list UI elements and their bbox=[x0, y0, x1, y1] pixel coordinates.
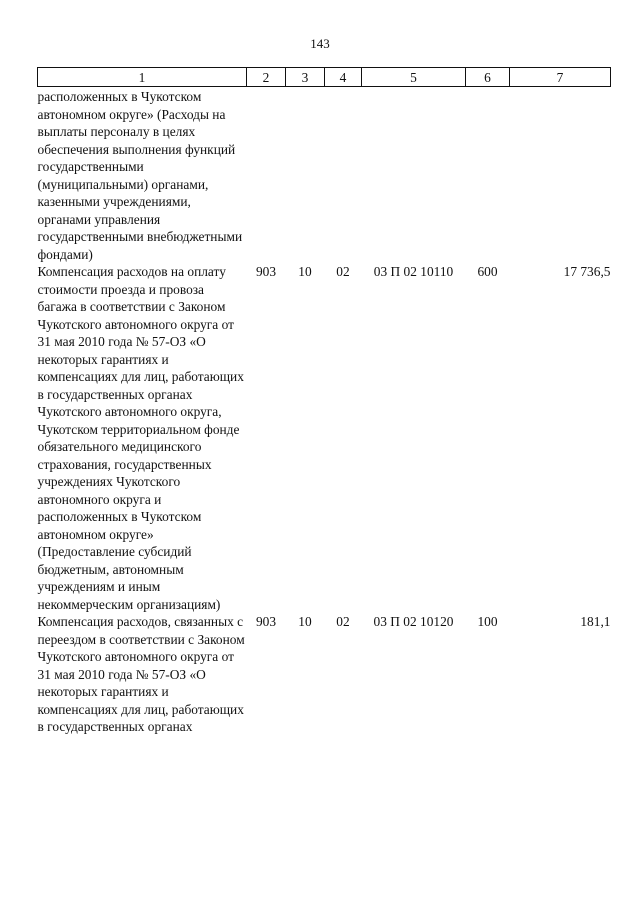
row-col-2: 903 bbox=[255, 614, 277, 629]
row-col-3: 10 bbox=[298, 614, 312, 629]
row-col-5: 03 П 02 10120 bbox=[373, 614, 454, 629]
row-col-7: 181,1 bbox=[580, 614, 611, 629]
row-description: Компенсация расходов на оплату стоимости проезда и провоза багажа в соответствии с Законом Чукотского автономного округа от 31 мая 2010 года № 57-ОЗ «О некоторых гарантиях и компенсациях для лиц, работающих в государственных органах Чукотского автономного округа, Чукотском территориальном фонде обязательного медицинского страхования, государственных учреждениях Чукотского автономного округа и расположенных в Чукотском автономном округе» (Предоставление субсидий бюджетным, автономным учреждениям и иным некоммерческим организациям) bbox=[37, 264, 244, 612]
row-col-6: 600 bbox=[477, 264, 498, 279]
table-row-continuation bbox=[38, 87, 611, 264]
row-col-2: 903 bbox=[255, 264, 277, 279]
table-header bbox=[38, 68, 611, 87]
header-col-7: 7 bbox=[510, 68, 611, 87]
budget-table bbox=[37, 67, 611, 736]
header-col-5: 5 bbox=[362, 68, 466, 87]
continuation-description: расположенных в Чукотском автономном округе» (Расходы на выплаты персоналу в целях обеспечения выполнения функций государственными (муниципальными) органами, казенными учреждениями, органами управления государственными внебюджетными фондами) bbox=[37, 89, 243, 262]
header-row bbox=[38, 68, 611, 87]
row-description: Компенсация расходов, связанных с переездом в соответствии с Законом Чукотского автономного округа от 31 мая 2010 года № 57-ОЗ «О некоторых гарантиях и компенсациях для лиц, работающих в государственных органах bbox=[37, 614, 245, 734]
header-col-1: 1 bbox=[38, 68, 247, 87]
row-col-4: 02 bbox=[336, 264, 350, 279]
row-col-7: 17 736,5 bbox=[563, 264, 611, 279]
row-col-3: 10 bbox=[298, 264, 312, 279]
row-col-4: 02 bbox=[336, 614, 350, 629]
header-col-2: 2 bbox=[247, 68, 286, 87]
page-number: 143 bbox=[310, 36, 330, 51]
table-body bbox=[38, 87, 611, 736]
header-col-4: 4 bbox=[325, 68, 362, 87]
row-col-6: 100 bbox=[477, 614, 498, 629]
header-col-3: 3 bbox=[286, 68, 325, 87]
header-col-6: 6 bbox=[466, 68, 510, 87]
table-row bbox=[38, 263, 611, 613]
table-row bbox=[38, 613, 611, 736]
row-col-5: 03 П 02 10110 bbox=[373, 264, 454, 279]
